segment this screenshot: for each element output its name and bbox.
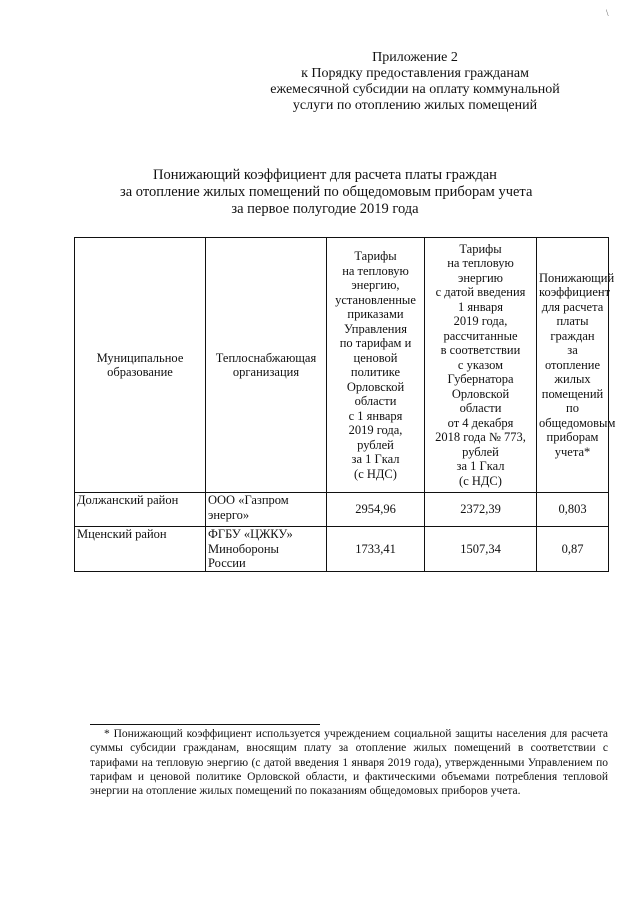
cell-line: от 4 декабря: [447, 415, 514, 430]
cell-line: в соответствии: [440, 343, 521, 358]
cell-line: Управления: [344, 321, 407, 336]
cell-line: приказами: [347, 307, 404, 321]
cell-line: платы: [556, 314, 589, 329]
footnote: [90, 727, 608, 798]
cell-line: приборам: [546, 430, 599, 445]
footnote-divider: [90, 724, 320, 725]
header-tariff-calculated: [425, 238, 537, 493]
cell-line: (с НДС): [354, 466, 397, 481]
header-tariff-established: [327, 238, 425, 493]
cell-line: коэффициент: [539, 285, 611, 300]
cell-line: рублей: [462, 444, 499, 459]
cell-line: политике: [350, 365, 401, 379]
cell-line: Орловской: [346, 379, 405, 394]
cell-line: Тарифы: [354, 249, 397, 263]
cell-coefficient: 0,803: [537, 493, 609, 527]
cell-line: ООО «Газпром: [208, 493, 289, 507]
cell-line: России: [208, 556, 246, 570]
cell-tariff-2018: 1733,41: [327, 527, 425, 572]
cell-line: учета*: [554, 444, 591, 459]
cell-line: ФГБУ «ЦЖКУ»: [208, 527, 293, 541]
cell-line: энергию,: [351, 278, 400, 292]
cell-coefficient: 0,87: [537, 527, 609, 572]
cell-district: Мценский район: [75, 527, 206, 572]
cell-organization: [206, 493, 327, 527]
cell-line: 2019 года,: [453, 314, 508, 329]
annex-subtitle-line: услуги по отоплению жилых помещений: [292, 98, 538, 113]
cell-line: Орловской: [451, 386, 510, 401]
cell-line: Понижающий: [539, 270, 615, 285]
cell-line: рублей: [357, 437, 394, 452]
coefficient-table: [74, 237, 616, 572]
cell-tariff-2018: 2954,96: [327, 493, 425, 527]
cell-line: на тепловую: [342, 263, 409, 278]
cell-line: (с НДС): [459, 473, 502, 488]
heading-line: за отопление жилых помещений по общедомовым приборам учета: [120, 184, 533, 200]
annex-subtitle-line: к Порядку предоставления гражданам: [301, 66, 529, 81]
cell-line: рассчитанные: [443, 328, 518, 343]
cell-line: энергию: [457, 270, 503, 285]
cell-line: за 1 Гкал: [456, 459, 505, 474]
table-row: [75, 493, 609, 527]
header-reduction-coefficient: [537, 238, 616, 493]
cell-line: с 1 января: [348, 408, 403, 423]
table-header-row: [75, 238, 609, 493]
header-municipality: [75, 238, 206, 493]
cell-line: 2019 года,: [348, 423, 403, 437]
annex-subtitle-line: ежемесячной субсидии на оплату коммунальной: [270, 82, 560, 97]
cell-line: по: [566, 401, 579, 416]
cell-line: для расчета: [541, 299, 604, 314]
cell-line: 1 января: [457, 299, 504, 314]
cell-district: Должанский район: [75, 493, 206, 527]
cell-line: с указом: [457, 357, 504, 372]
cell-line: Муниципальное: [96, 350, 184, 365]
cell-line: Губернатора: [447, 372, 514, 387]
cell-line: области: [354, 394, 397, 408]
annex-header: [250, 50, 580, 114]
cell-line: граждан: [550, 328, 595, 343]
cell-line: области: [459, 401, 502, 416]
cell-line: на тепловую: [447, 256, 514, 271]
table-row: [75, 527, 609, 572]
cell-tariff-2019: 2372,39: [425, 493, 537, 527]
cell-line: за 1 Гкал: [351, 452, 400, 466]
cell-line: установленные: [335, 292, 416, 307]
cell-line: с датой введения: [435, 285, 526, 300]
cell-line: энерго»: [208, 507, 250, 522]
cell-line: образование: [107, 365, 173, 379]
document-heading: [120, 167, 533, 218]
annex-title: Приложение 2: [372, 50, 458, 65]
cell-organization: [206, 527, 327, 572]
cell-line: Тарифы: [459, 241, 502, 256]
footnote-text: * Понижающий коэффициент используется учреждением социальной защиты населения для расчета суммы субсидии гражданам, вносящим плату за отопление жилых помещений в соответствии с тарифами на тепловую энергию (с датой введения 1 января 2019 года), утвержденными Управлением по тарифам и ценовой политике Орловской области, и фактическими объемами потребления тепловой энергии на отопление жилых помещений по показаниям общедомовых приборов учета.: [90, 728, 608, 798]
header-heat-supplier: [206, 238, 327, 493]
cell-line: общедомовым: [539, 415, 616, 430]
heading-line: Понижающий коэффициент для расчета платы граждан: [153, 167, 497, 183]
cell-line: Теплоснабжающая: [215, 350, 317, 365]
page-corner-mark: \: [606, 8, 609, 18]
cell-line: организация: [232, 365, 300, 379]
cell-line: помещений: [541, 386, 604, 401]
cell-line: за отопление: [544, 343, 601, 372]
heading-line: за первое полугодие 2019 года: [231, 201, 419, 217]
cell-tariff-2019: 1507,34: [425, 527, 537, 572]
cell-line: по тарифам и: [339, 336, 412, 350]
cell-line: Минобороны: [208, 541, 279, 556]
cell-line: ценовой: [353, 350, 398, 365]
cell-line: 2018 года № 773,: [435, 430, 526, 445]
cell-line: жилых: [554, 372, 591, 387]
